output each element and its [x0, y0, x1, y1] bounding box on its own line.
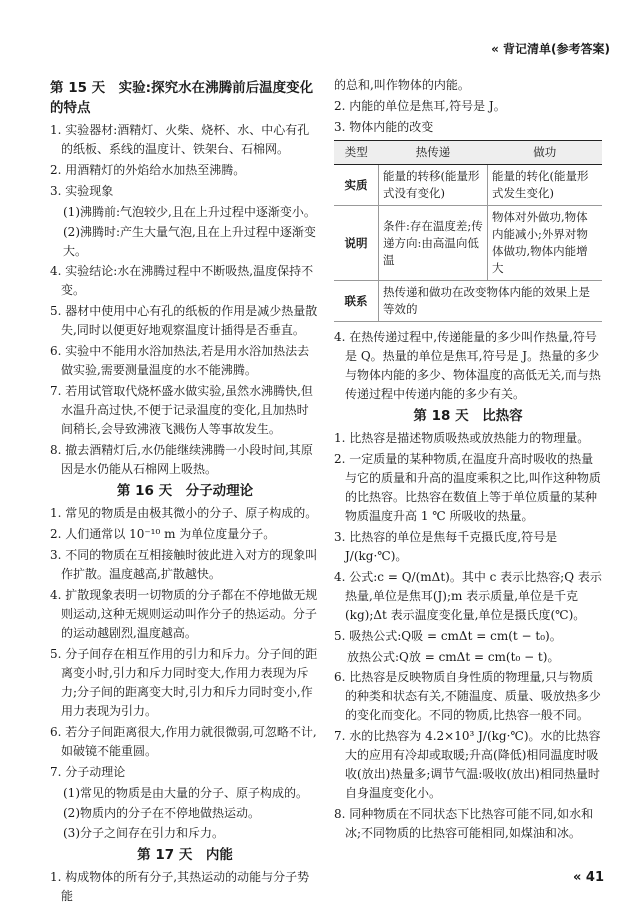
list-item: 5. 吸热公式:Q吸 = cmΔt = cm(t − t₀)。	[334, 629, 562, 643]
list-item: 1. 比热容是描述物质吸热或放热能力的物理量。	[334, 431, 590, 445]
list-item: 6. 实验中不能用水浴加热法,若是用水浴加热法去做实验,需要测量温度的水不能沸腾。	[50, 344, 310, 377]
list-item: 2. 一定质量的某种物质,在温度升高时吸收的热量与它的质量和升高的温度乘积之比,叫作这种物质的比热容。比热容在数值上等于单位质量的某种物质温度升高 1 ℃ 所吸收的热量。	[334, 452, 601, 523]
table-cell: 热传递和做功在改变物体内能的效果上是等效的	[379, 281, 603, 322]
list-item: 7. 分子动理论	[50, 765, 126, 779]
list-item: (2)物质内的分子在不停地做热运动。	[63, 806, 260, 820]
table-cell: 说明	[334, 206, 379, 281]
list-item: 5. 器材中使用中心有孔的纸板的作用是减少热量散失,同时以便更好地观察温度计插得是否垂直。	[50, 304, 318, 337]
table-row	[334, 206, 602, 281]
header-title: « 背记清单(参考答案)	[491, 42, 610, 56]
list-item: 4. 在热传递过程中,传递能量的多少叫作热量,符号是 Q。热量的单位是焦耳,符号是 J。热量的多少与物体内能的多少、物体温度的高低无关,而与热传递过程中传递内能的多少有关。	[334, 330, 601, 401]
internal-energy-table	[334, 140, 602, 322]
table-cell: 能量的转化(能量形式发生变化)	[488, 165, 603, 206]
day16-title: 第 16 天 分子动理论	[116, 483, 254, 499]
list-item: 1. 实验器材:酒精灯、火柴、烧杯、水、中心有孔的纸板、系线的温度计、铁架台、石棉网。	[50, 123, 310, 156]
page-number: « 41	[572, 870, 604, 885]
list-item: (3)分子之间存在引力和斥力。	[63, 826, 224, 840]
right-column	[334, 76, 602, 845]
list-item: 3. 物体内能的改变	[334, 120, 434, 134]
list-item: 1. 构成物体的所有分子,其热运动的动能与分子势能	[50, 870, 310, 903]
list-item: (2)沸腾时:产生大量气泡,且在上升过程中逐渐变大。	[63, 225, 316, 258]
list-item: 4. 公式:c = Q/(mΔt)。其中 c 表示比热容;Q 表示热量,单位是焦耳(J);m 表示质量,单位是千克(kg);Δt 表示温度变化量,单位是摄氏度(℃)。	[334, 570, 602, 622]
day15-title: 第 15 天 实验:探究水在沸腾前后温度变化的特点	[50, 80, 314, 116]
day18-title: 第 18 天 比热容	[413, 408, 523, 424]
list-item: 5. 分子间存在相互作用的引力和斥力。分子间的距离变小时,引力和斥力同时变大,作用力表现为斥力;分子间的距离变大时,引力和斥力同时变小,作用力表现为引力。	[50, 647, 318, 718]
list-item: 6. 比热容是反映物质自身性质的物理量,只与物质的种类和状态有关,不随温度、质量、吸放热多少的变化而变化。不同的物质,比热容一般不同。	[334, 670, 601, 722]
list-item: 2. 人们通常以 10⁻¹⁰ m 为单位度量分子。	[50, 527, 276, 541]
table-cell: 条件:存在温度差;传递方向:由高温向低温	[379, 206, 488, 281]
table-header: 热传递	[379, 141, 488, 165]
list-item: 7. 水的比热容为 4.2×10³ J/(kg·℃)。水的比热容大的应用有冷却或取暖;升高(降低)相同温度时吸收(放出)热量多;调节气温:吸收(放出)相同热量时自身温度变化小。	[334, 729, 601, 800]
list-item: 6. 若分子间距离很大,作用力就很微弱,可忽略不计,如破镜不能重圆。	[50, 725, 317, 758]
list-item: 8. 撤去酒精灯后,水仍能继续沸腾一小段时间,其原因是水仍能从石棉网上吸热。	[50, 443, 313, 476]
table-header: 类型	[334, 141, 379, 165]
list-item: 3. 不同的物质在互相接触时彼此进入对方的现象叫作扩散。温度越高,扩散越快。	[50, 548, 318, 581]
list-item: 7. 若用试管取代烧杯盛水做实验,虽然水沸腾快,但水温升高过快,不便于记录温度的变化,且加热时间稍长,会导致沸液飞溅伤人等事故发生。	[50, 384, 313, 436]
list-item: 4. 实验结论:水在沸腾过程中不断吸热,温度保持不变。	[50, 264, 314, 297]
table-cell: 实质	[334, 165, 379, 206]
list-item: 2. 用酒精灯的外焰给水加热至沸腾。	[50, 163, 246, 177]
list-item: (1)常见的物质是由大量的分子、原子构成的。	[63, 786, 308, 800]
list-item: 1. 常见的物质是由极其微小的分子、原子构成的。	[50, 506, 318, 520]
list-item: 放热公式:Q放 = cmΔt = cm(t₀ − t)。	[347, 650, 560, 664]
table-row	[334, 165, 602, 206]
list-item: 8. 同种物质在不同状态下比热容可能不同,如水和冰;不同物质的比热容可能相同,如煤油和冰。	[334, 807, 594, 840]
list-item: 3. 实验现象	[50, 184, 114, 198]
list-item: 3. 比热容的单位是焦每千克摄氏度,符号是 J/(kg·℃)。	[334, 530, 558, 563]
table-cell: 联系	[334, 281, 379, 322]
day17-title: 第 17 天 内能	[137, 847, 233, 863]
table-cell: 物体对外做功,物体内能减小;外界对物体做功,物体内能增大	[488, 206, 603, 281]
list-item: (1)沸腾前:气泡较少,且在上升过程中逐渐变小。	[63, 205, 316, 219]
table-row	[334, 281, 602, 322]
left-column	[50, 76, 320, 908]
table-cell: 能量的转移(能量形式没有变化)	[379, 165, 488, 206]
table-header: 做功	[488, 141, 603, 165]
list-item: 2. 内能的单位是焦耳,符号是 J。	[334, 99, 506, 113]
list-item: 的总和,叫作物体的内能。	[334, 78, 470, 92]
list-item: 4. 扩散现象表明一切物质的分子都在不停地做无规则运动,这种无规则运动叫作分子的热运动。分子的运动越剧烈,温度越高。	[50, 588, 318, 640]
